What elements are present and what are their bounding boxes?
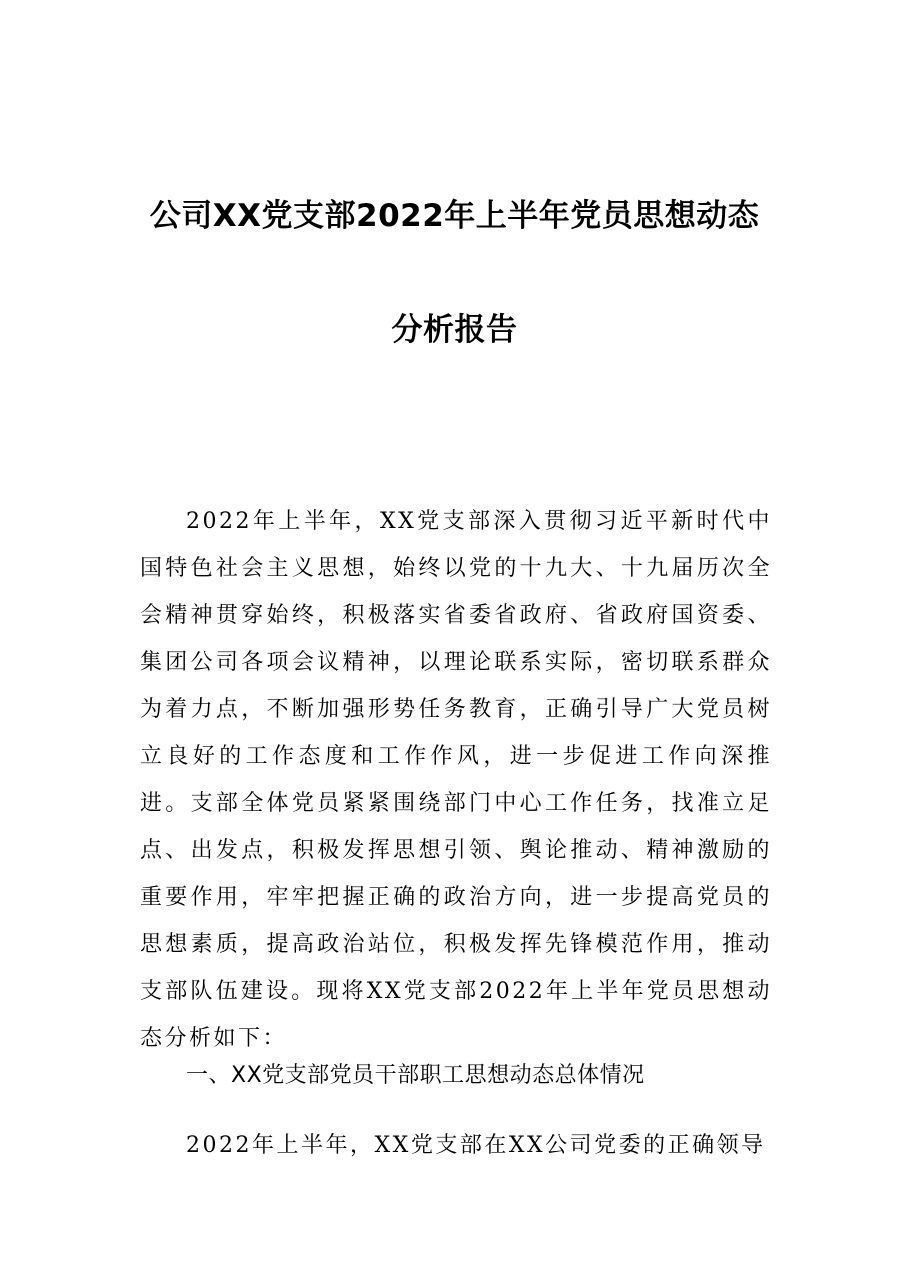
section-heading-1: 一、XX党支部党员干部职工思想动态总体情况 <box>186 1063 645 1088</box>
document-title-line-2: 分析报告 <box>391 312 518 348</box>
document-title-line-1: 公司XX党支部2022年上半年党员思想动态 <box>149 198 760 234</box>
intro-paragraph: 2022年上半年，XX党支部深入贯彻习近平新时代中国特色社会主义思想，始终以党的十九大、十九届历次全会精神贯穿始终，积极落实省委省政府、省政府国资委、集团公司各项会议精神，以理论联系实际，密切联系群众为着力点，不断加强形势任务教育，正确引导广大党员树立良好的工作态度和工作作风，进一步促进工作向深推进。支部全体党员紧紧围绕部门中心工作任务，找准立足点、出发点，积极发挥思想引领、舆论推动、精神激励的重要作用，牢牢把握正确的政治方向，进一步提高党员的思想素质，提高政治站位，积极发挥先锋模范作用，推动支部队伍建设。现将XX党支部2022年上半年党员思想动态分析如下： <box>140 509 772 1051</box>
section-1-paragraph: 2022年上半年，XX党支部在XX公司党委的正确领导 <box>186 1133 766 1158</box>
